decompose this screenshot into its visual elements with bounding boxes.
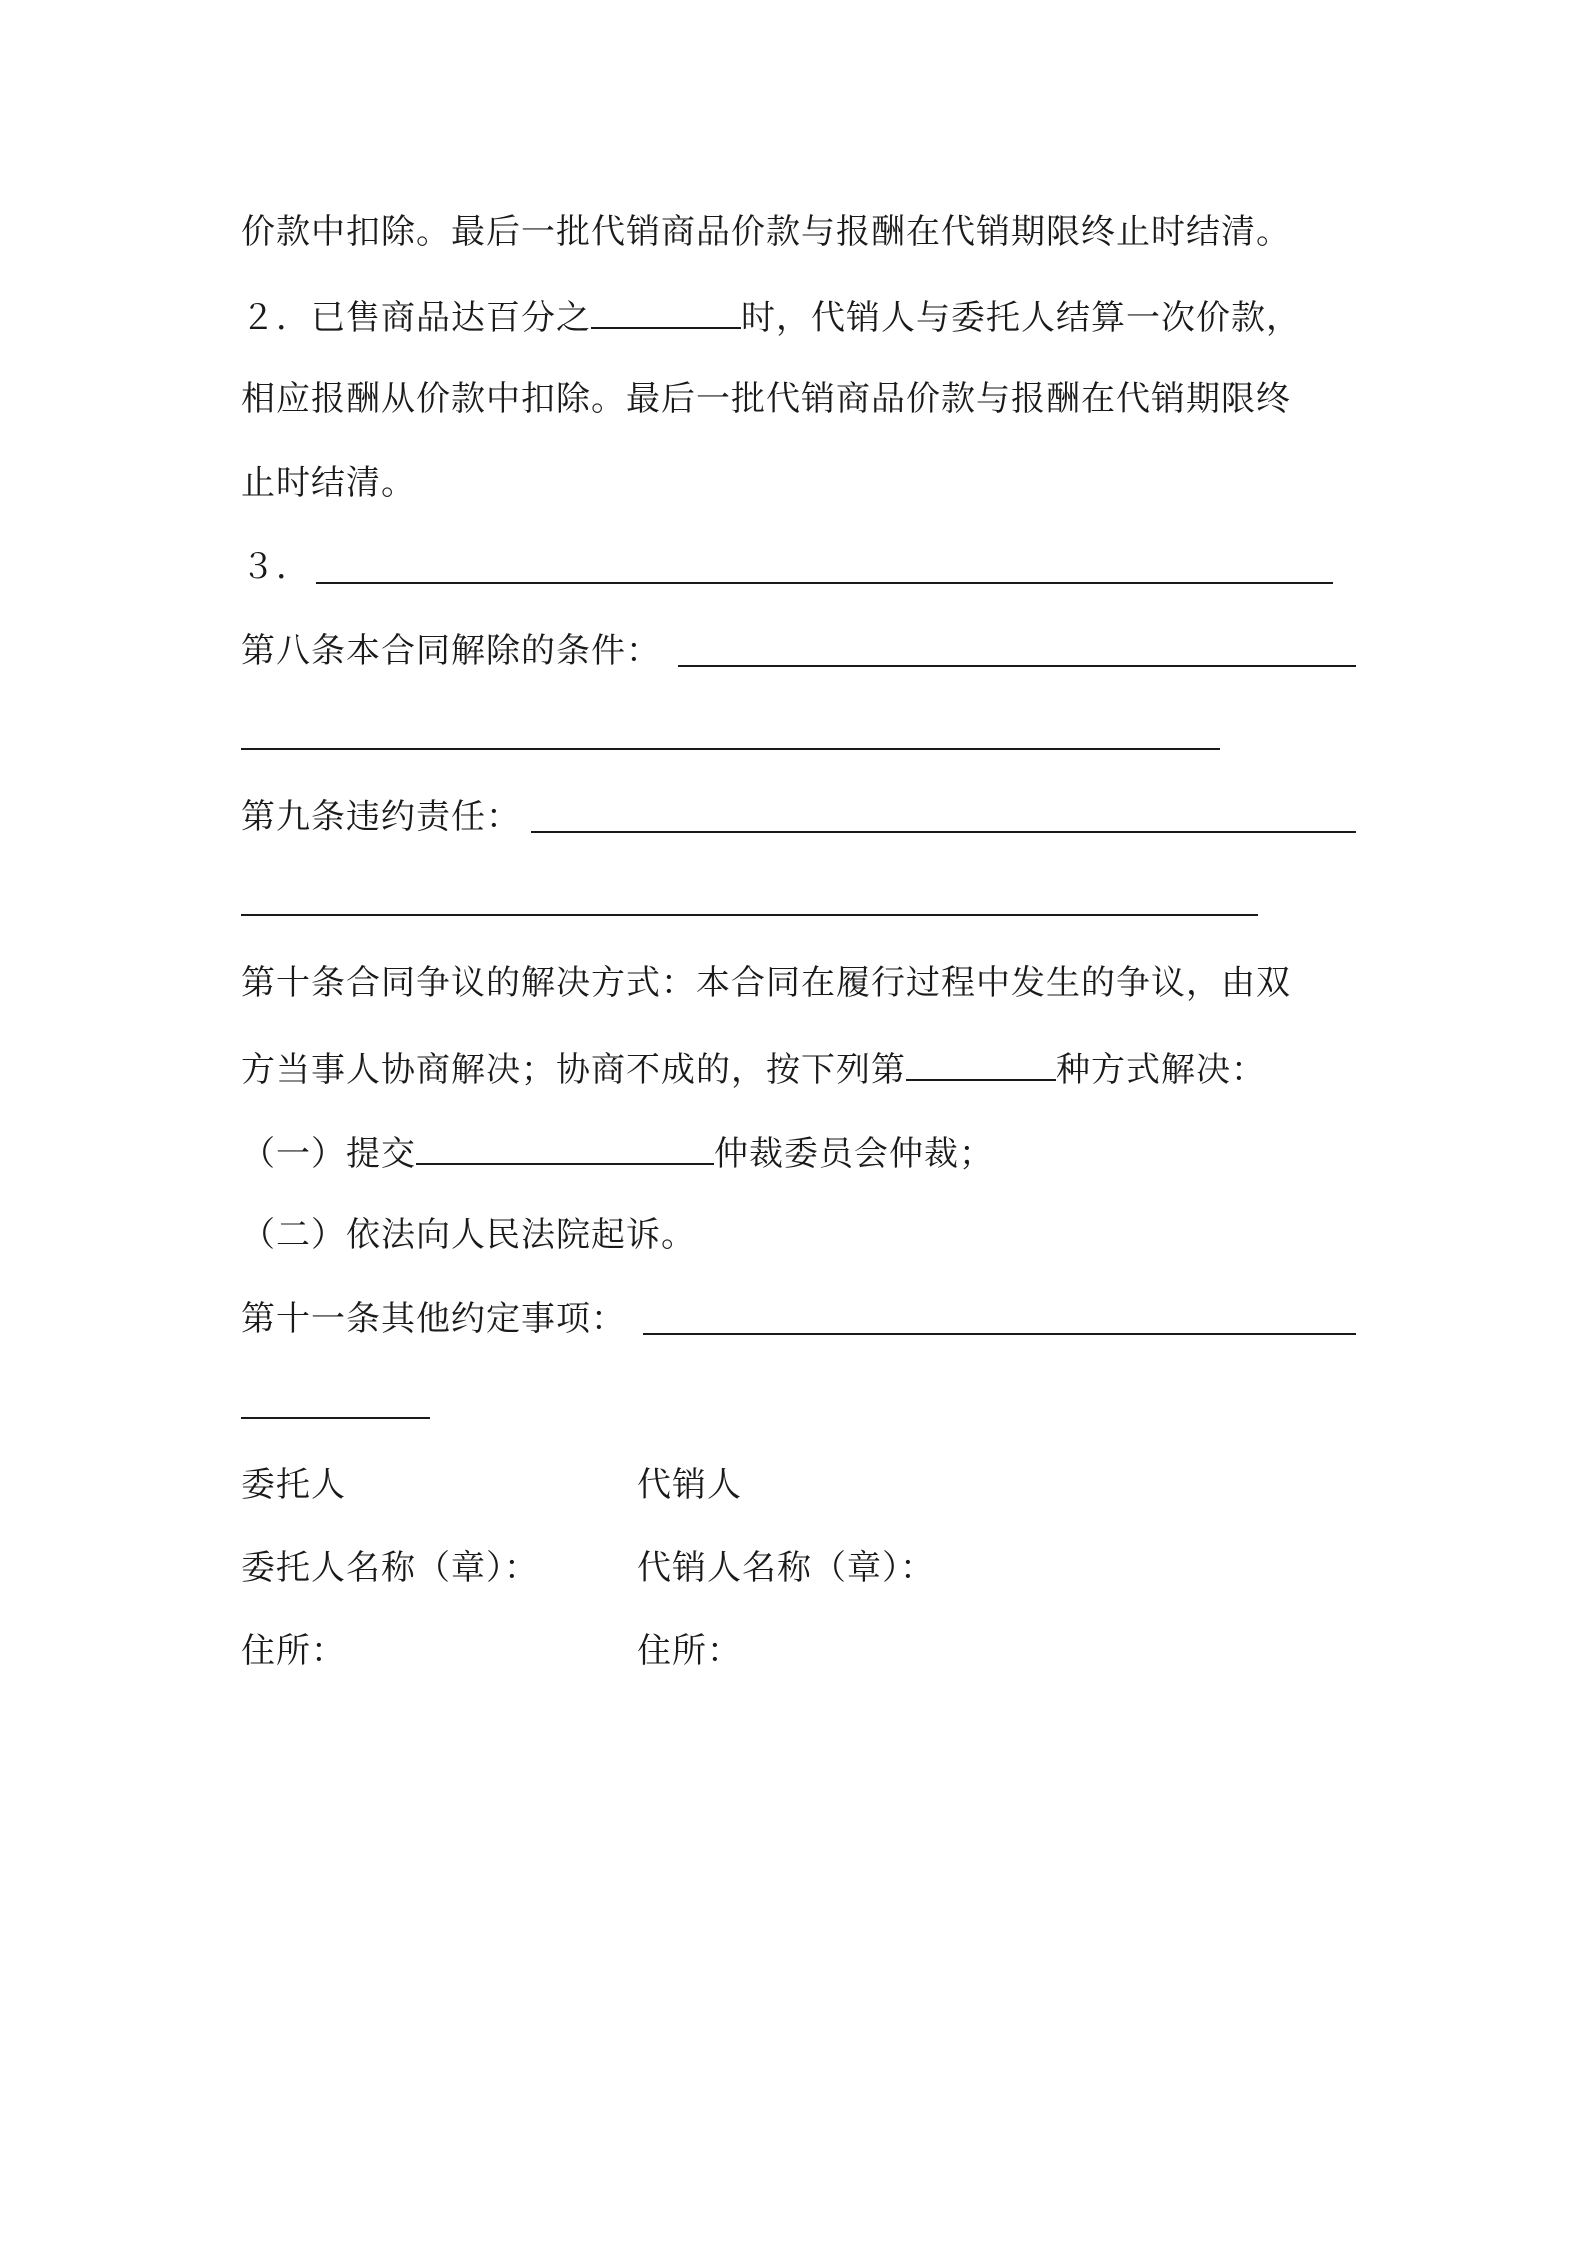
art9-label: 第九条违约责任： [241,797,521,837]
art9-blank-line1[interactable] [531,831,1356,833]
art9-blank-line2[interactable] [241,914,1258,916]
sign-left-address: 住所： [241,1631,346,1671]
sign-right-name: 代销人名称（章）： [637,1548,935,1588]
item2-pre: 已售商品达百分之 [311,298,591,338]
art10-line1: 第十条合同争议的解决方式：本合同在履行过程中发生的争议，由双 [241,963,1291,1003]
sign-left-name: 委托人名称（章）： [241,1548,539,1588]
art11-blank-line1[interactable] [643,1333,1356,1335]
art10-option2: （二）依法向人民法院起诉。 [241,1215,696,1255]
sign-left-party: 委托人 [241,1465,346,1505]
item2-line3: 止时结清。 [241,463,416,503]
item2-line1 [241,293,1301,340]
art8-blank-line1[interactable] [678,665,1356,667]
option1-pre: （一）提交 [241,1134,416,1174]
item2-line2: 相应报酬从价款中扣除。最后一批代销商品价款与报酬在代销期限终 [241,379,1291,419]
art8-blank-line2[interactable] [241,748,1220,750]
para1-tail: 价款中扣除。最后一批代销商品价款与报酬在代销期限终止时结清。 [241,212,1291,252]
art10-option1 [241,1129,994,1176]
sign-right-address: 住所： [637,1631,742,1671]
art8-label: 第八条本合同解除的条件： [241,631,661,671]
sign-right-party: 代销人 [637,1465,742,1505]
item3-number: ３． [241,547,311,587]
art11-label: 第十一条其他约定事项： [241,1299,626,1339]
art10-line2-pre: 方当事人协商解决；协商不成的，按下列第 [241,1050,906,1090]
arbitration-committee-blank[interactable] [416,1129,714,1165]
art10-line2-post: 种方式解决： [1056,1050,1266,1090]
item2-post: 时，代销人与委托人结算一次价款， [741,298,1301,338]
option1-post: 仲裁委员会仲裁； [714,1134,994,1174]
percentage-blank[interactable] [591,293,741,329]
item3-blank[interactable] [316,582,1333,584]
item2-number: ２． [241,298,311,338]
method-number-blank[interactable] [906,1045,1056,1081]
art11-blank-line2[interactable] [241,1417,430,1419]
art10-line2 [241,1045,1266,1092]
